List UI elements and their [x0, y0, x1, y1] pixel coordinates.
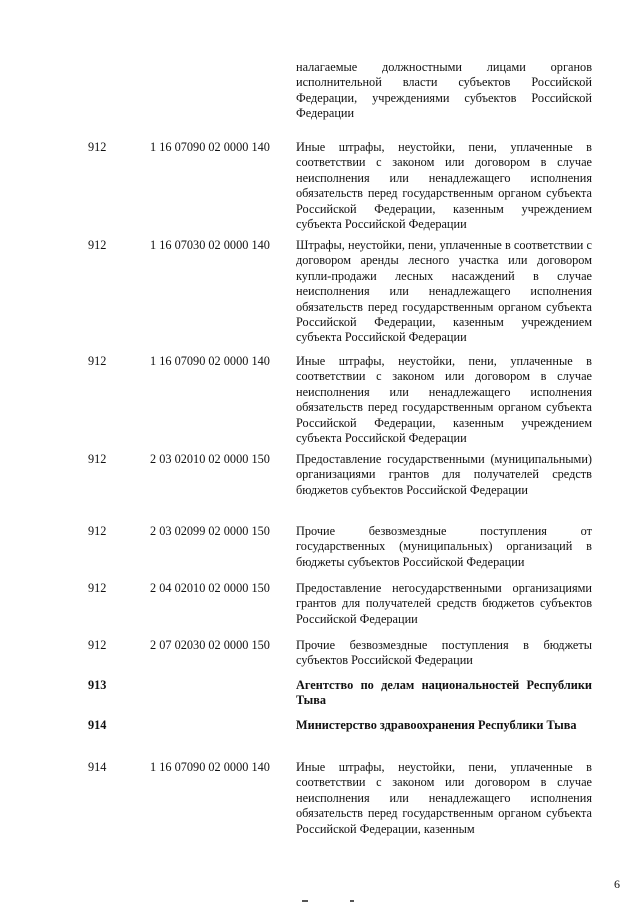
admin-code: 912 — [88, 238, 107, 252]
kbk-code: 1 16 07090 02 0000 140 — [150, 760, 270, 774]
admin-code: 914 — [88, 760, 107, 774]
revenue-description: Предоставление негосударственными организациями грантов для получателей средств бюджетов субъектов Российской Федерации — [296, 581, 592, 626]
revenue-description: Агентство по делам национальностей Республики Тыва — [296, 678, 592, 708]
revenue-description: Прочие безвозмездные поступления в бюджеты субъектов Российской Федерации — [296, 638, 592, 668]
admin-code: 914 — [88, 718, 107, 732]
revenue-description: Иные штрафы, неустойки, пени, уплаченные в соответствии с законом или договором в случае неисполнения или ненадлежащего исполнения обязательств перед государственным органом субъекта Российской Федерации, казенным учреждением субъекта Российской Федерации — [296, 354, 592, 446]
scan-artifact — [350, 900, 354, 902]
page-number: 6 — [614, 877, 620, 891]
admin-code: 912 — [88, 452, 107, 466]
kbk-code: 1 16 07090 02 0000 140 — [150, 354, 270, 368]
kbk-code: 2 04 02010 02 0000 150 — [150, 581, 270, 595]
continuation-text: налагаемые должностными лицами органов исполнительной власти субъектов Российской Федерации, учреждениями субъектов Российской Федерации — [296, 60, 592, 121]
kbk-code: 2 03 02099 02 0000 150 — [150, 524, 270, 538]
revenue-description: Штрафы, неустойки, пени, уплаченные в соответствии с договором аренды лесного участка или договором купли-продажи лесных насаждений в случае неисполнения или ненадлежащего исполнения обязательств перед государственным органом субъекта Российской Федерации, казенным учреждением субъекта Российской Федерации — [296, 238, 592, 345]
admin-code: 912 — [88, 581, 107, 595]
admin-code: 912 — [88, 354, 107, 368]
admin-code: 912 — [88, 638, 107, 652]
admin-code: 913 — [88, 678, 107, 692]
revenue-description: Иные штрафы, неустойки, пени, уплаченные в соответствии с законом или договором в случае неисполнения или ненадлежащего исполнения обязательств перед государственным органом субъекта Российской Федерации, казенным — [296, 760, 592, 836]
admin-code: 912 — [88, 140, 107, 154]
revenue-description: Иные штрафы, неустойки, пени, уплаченные в соответствии с законом или договором в случае неисполнения или ненадлежащего исполнения обязательств перед государственным органом субъекта Российской Федерации, казенным учреждением субъекта Российской Федерации — [296, 140, 592, 232]
scan-artifact — [302, 900, 308, 902]
admin-code: 912 — [88, 524, 107, 538]
kbk-code: 2 07 02030 02 0000 150 — [150, 638, 270, 652]
kbk-code: 1 16 07090 02 0000 140 — [150, 140, 270, 154]
kbk-code: 1 16 07030 02 0000 140 — [150, 238, 270, 252]
kbk-code: 2 03 02010 02 0000 150 — [150, 452, 270, 466]
revenue-description: Предоставление государственными (муниципальными) организациями грантов для получателей средств бюджетов субъектов Российской Федерации — [296, 452, 592, 497]
revenue-description: Министерство здравоохранения Республики Тыва — [296, 718, 577, 732]
revenue-description: Прочие безвозмездные поступления от государственных (муниципальных) организаций в бюджеты субъектов Российской Федерации — [296, 524, 592, 569]
